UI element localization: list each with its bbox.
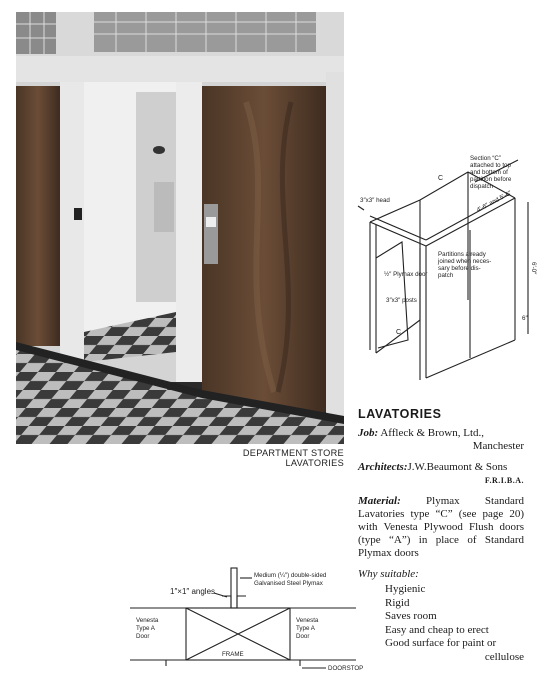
section-detail-drawing [130,560,380,685]
why-suitable-label: Why suitable: [358,568,419,580]
iso-plymax-door-label: ½″ Plymax door [384,271,428,278]
iso-section-note-1: Section “C” [470,155,501,162]
job-label: Job: [358,427,379,439]
iso-partitions-note-2: joined when neces- [438,258,492,265]
material-entry [358,495,524,560]
material-value: Plymax Standard Lavatories type “C” (see page 20) with Venesta Plywood Flush doors (type “A”) in place of Standard Plymax doors [358,495,524,559]
lavatory-photo-illustration [16,12,344,444]
lavatories-heading: LAVATORIES [358,407,442,421]
section-angles-label: 1″×1″ angles [170,587,216,596]
iso-height-dimension: 6′-0″ [530,262,537,275]
section-plymax-note-2: Galvanised Steel Plymax [254,580,323,587]
iso-partitions-note-4: patch [438,272,454,279]
section-right-door-1: Venesta [296,617,319,624]
why-suitable-list [385,583,524,664]
why-item: Hygienic [385,583,426,595]
architects-value: J.W.Beaumont & Sons [407,461,508,473]
isometric-partition-drawing [350,150,540,385]
section-left-door-3: Door [136,633,150,640]
section-right-door-2: Type A [296,625,315,632]
section-doorstop-label: DOORSTOP [328,665,364,672]
iso-section-note-5: dispatch [470,183,494,190]
section-plymax-note-1: Medium (¼″) double-sided [254,572,327,579]
iso-section-note-4: partition before [470,176,512,183]
architects-entry [358,461,524,487]
job-value: Affleck & Brown, Ltd., [380,427,484,439]
iso-width-dimension: 4′-6″ and 5′-6″ [475,189,513,214]
architects-label: Architects: [358,461,408,473]
iso-posts-label: 3″x3″ posts [386,297,417,304]
architects-fellowship: F.R.I.B.A. [484,476,524,485]
iso-section-note-2: attached to top [470,162,511,169]
iso-section-note-3: and bottom of [470,169,508,176]
iso-c-marker-bottom: C [396,329,402,336]
photo-caption: DEPARTMENT STORE LAVATORIES [242,448,344,468]
iso-c-marker-top: C [438,175,444,182]
why-item: cellulose [484,650,524,663]
why-suitable-entry [358,568,524,664]
section-left-door-1: Venesta [136,617,159,624]
why-item: Rigid [385,596,410,609]
section-left-door-2: Type A [136,625,155,632]
material-label: Material: [358,495,401,507]
job-city: Manchester [472,440,524,452]
iso-base-dimension: 6″ [522,315,528,322]
iso-partitions-note-3: sary before dis- [438,265,481,272]
iso-head-label: 3″x3″ head [360,197,390,204]
why-item: Easy and cheap to erect [385,623,489,636]
job-entry [358,427,524,453]
why-item: Good surface for paint or [385,637,497,649]
lavatories-description [358,408,524,664]
why-item: Saves room [385,610,437,622]
department-store-photo [16,12,344,444]
section-frame-label: FRAME [222,651,244,658]
section-right-door-3: Door [296,633,310,640]
iso-partitions-note-1: Partitions already [438,251,486,258]
